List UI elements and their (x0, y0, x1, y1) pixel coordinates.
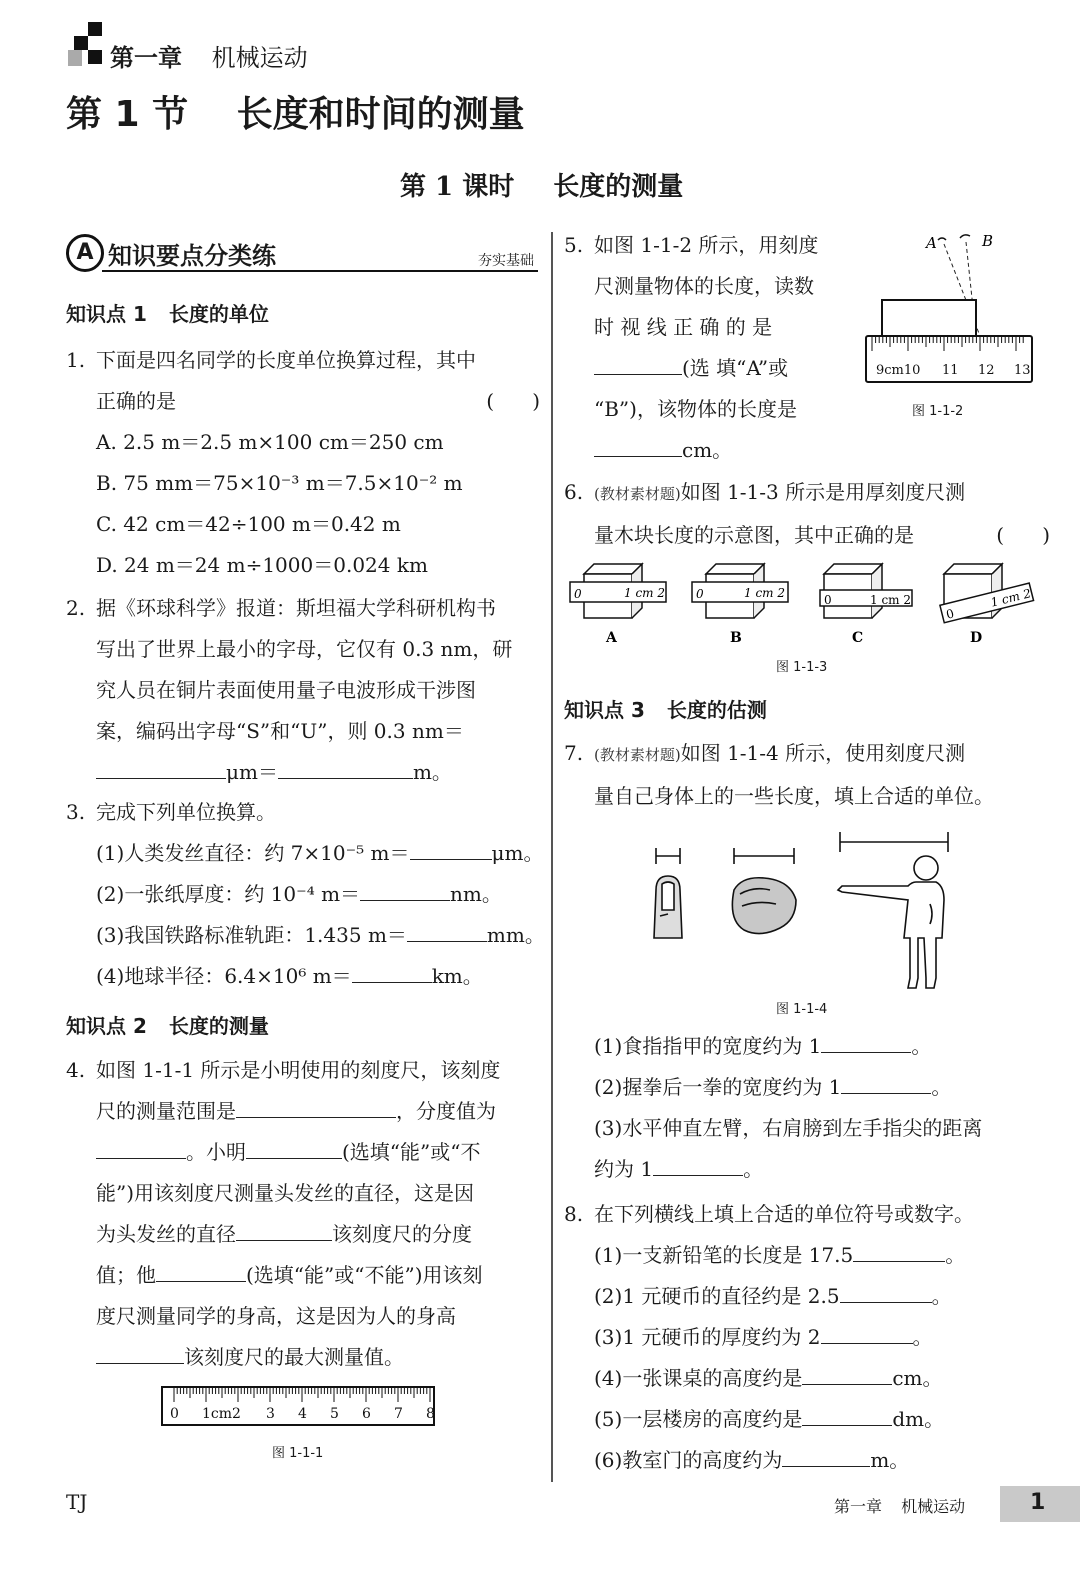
question-number: 6. (564, 480, 584, 504)
unit-text: μm＝ (226, 760, 278, 784)
ruler-zero: 0 (944, 606, 956, 622)
option-label-b: B (730, 630, 742, 646)
ruler-label: 5 (330, 1406, 339, 1422)
question-text: “B”)，该物体的长度是 (594, 397, 797, 421)
question-number: 7. (564, 741, 584, 765)
ruler-label: 3 (266, 1406, 275, 1422)
option-b: B. 75 mm＝75×10⁻³ m＝7.5×10⁻² m (96, 471, 463, 495)
section-number: 第 1 节 (66, 94, 189, 135)
answer-blank[interactable] (594, 352, 682, 375)
answer-blank[interactable] (782, 1444, 870, 1467)
part-a-badge: A (66, 234, 104, 272)
ruler-cm: 1 cm 2 (870, 593, 911, 607)
item-text: (4)一张课桌的高度约是 (594, 1366, 803, 1390)
question-number: 8. (564, 1202, 584, 1226)
option-d: D. 24 m＝24 m÷1000＝0.024 km (96, 553, 428, 577)
question-text: 如图 1-1-3 所示是用厚刻度尺测 (680, 480, 966, 504)
question-text: 写出了世界上最小的字母，它仅有 0.3 nm，研 (96, 637, 513, 661)
question-text: 度尺测量同学的身高，这是因为人的身高 (96, 1304, 456, 1328)
question-8 (564, 1194, 1054, 1481)
question-1 (66, 340, 546, 586)
knowledge-point-1 (66, 298, 269, 327)
question-text: 该刻度尺的分度 (332, 1222, 472, 1246)
answer-blank[interactable] (821, 1321, 913, 1344)
option-label-d: D (970, 630, 983, 646)
answer-blank[interactable] (840, 1280, 932, 1303)
question-text: 时 视 线 正 确 的 是 (594, 315, 773, 339)
question-6 (564, 472, 1054, 556)
question-number: 2. (66, 596, 86, 620)
answer-blank[interactable] (156, 1259, 246, 1282)
answer-blank[interactable] (278, 756, 413, 779)
chapter-name: 机械运动 (211, 44, 308, 72)
page-number-badge (1000, 1486, 1080, 1522)
item-text: (2)1 元硬币的直径约是 2.5 (594, 1284, 840, 1308)
question-2 (66, 588, 546, 793)
item-text: (1)食指指甲的宽度约为 1 (594, 1034, 822, 1058)
unit-text: km。 (431, 964, 483, 988)
view-label-a: A (926, 234, 937, 252)
answer-paren: ( ) (996, 523, 1050, 547)
unit-text: dm。 (892, 1407, 945, 1431)
punct: 。 (743, 1157, 764, 1181)
chapter-number: 第一章 (110, 44, 182, 72)
unit-text: cm。 (682, 438, 733, 462)
unit-text: nm。 (450, 882, 502, 906)
answer-blank[interactable] (246, 1136, 342, 1159)
item-text: (3)水平伸直左臂，右肩膀到左手指尖的距离 (594, 1116, 983, 1140)
option-label-c: C (852, 630, 864, 646)
ruler-figure-1-1-3 (566, 560, 1046, 650)
item-text: (3)1 元硬币的厚度约为 2 (594, 1325, 821, 1349)
ruler-label: 9cm10 (876, 363, 921, 378)
answer-blank[interactable] (853, 1239, 945, 1262)
figure-caption: 图 1-1-4 (776, 1002, 828, 1017)
answer-blank[interactable] (96, 1136, 186, 1159)
question-tag: (教材素材题) (594, 746, 681, 764)
question-text: 如图 1-1-2 所示，用刻度 (594, 233, 819, 257)
question-text: 尺测量物体的长度，读数 (594, 274, 814, 298)
question-text: 尺的测量范围是 (96, 1099, 236, 1123)
body-measure-figure-1-1-4 (630, 820, 960, 1000)
question-text: 如图 1-1-4 所示，使用刻度尺测 (680, 741, 966, 765)
kp-title: 长度的单位 (168, 302, 269, 326)
ruler-cm: 1 cm 2 (744, 586, 785, 600)
view-label-b: B (982, 232, 994, 250)
punct: 。 (912, 1325, 933, 1349)
footer-chapter-number: 第一章 (834, 1497, 883, 1516)
question-text: 案，编码出字母“S”和“U”，则 0.3 nm＝ (96, 719, 464, 743)
item-text: (6)教室门的高度约为 (594, 1448, 783, 1472)
question-number: 4. (66, 1058, 86, 1082)
question-4 (66, 1050, 546, 1378)
chapter-header (110, 38, 308, 73)
knowledge-point-3 (564, 694, 767, 723)
ruler-label: 6 (362, 1406, 371, 1422)
kp-title: 长度的估测 (666, 698, 767, 722)
block-diagram-d (940, 564, 1034, 646)
question-text: 为头发丝的直径 (96, 1222, 236, 1246)
punct: 。 (911, 1034, 932, 1058)
question-text: (选 填“A”或 (682, 356, 789, 380)
figure-caption: 图 1-1-3 (776, 660, 828, 675)
unit-text: cm。 (892, 1366, 943, 1390)
question-text: 完成下列单位换算。 (96, 800, 276, 824)
item-text: (2)一张纸厚度：约 10⁻⁴ m＝ (96, 882, 361, 906)
question-text: 下面是四名同学的长度单位换算过程，其中 (96, 348, 476, 372)
question-text: 量自己身体上的一些长度，填上合适的单位。 (594, 784, 994, 808)
question-number: 1. (66, 348, 86, 372)
lesson-name: 长度的测量 (553, 172, 684, 202)
lesson-number: 第 1 课时 (400, 172, 515, 202)
answer-blank[interactable] (236, 1218, 332, 1241)
ruler-zero: 0 (824, 593, 832, 607)
answer-blank[interactable] (236, 1095, 396, 1118)
item-text: (5)一层楼房的高度约是 (594, 1407, 803, 1431)
ruler-figure-1-1-1 (160, 1384, 440, 1430)
ruler-zero: 0 (574, 587, 582, 601)
question-number: 3. (66, 800, 86, 824)
answer-blank[interactable] (352, 960, 432, 983)
question-tag: (教材素材题) (594, 485, 681, 503)
option-c: C. 42 cm＝42÷100 m＝0.42 m (96, 512, 401, 536)
item-text: (2)握拳后一拳的宽度约为 1 (594, 1075, 842, 1099)
answer-blank[interactable] (96, 1341, 184, 1364)
punct: 。 (945, 1243, 966, 1267)
answer-blank[interactable] (407, 919, 487, 942)
ruler-label: 11 (942, 363, 959, 378)
kp-label: 知识点 1 (66, 302, 147, 326)
footer-chapter (834, 1494, 965, 1517)
question-5 (564, 225, 864, 471)
figure-caption: 图 1-1-2 (912, 404, 964, 419)
part-a-title: 知识要点分类练 (108, 242, 276, 270)
ruler-label: 1cm2 (202, 1406, 241, 1422)
question-text: 据《环球科学》报道：斯坦福大学科研机构书 (96, 596, 496, 620)
kp-label: 知识点 3 (564, 698, 645, 722)
block-diagram-c (820, 564, 912, 646)
unit-text: m。 (412, 760, 452, 784)
ruler-label: 8 (426, 1406, 435, 1422)
punct: 。 (931, 1284, 952, 1308)
item-text: (1)一支新铅笔的长度是 17.5 (594, 1243, 854, 1267)
column-divider (551, 232, 553, 1482)
question-number: 5. (564, 233, 584, 257)
question-7-items (564, 1026, 1054, 1190)
question-text: 值；他 (96, 1263, 156, 1287)
unit-text: mm。 (486, 923, 545, 947)
question-text: 能”)用该刻度尺测量头发丝的直径，这是因 (96, 1181, 475, 1205)
ruler-cm: 1 cm 2 (624, 586, 665, 600)
item-text: (4)地球半径：6.4×10⁶ m＝ (96, 964, 352, 988)
ruler-label: 12 (978, 363, 995, 378)
part-a-underline (102, 270, 538, 272)
ruler-label: 13 (1014, 363, 1031, 378)
answer-paren: ( ) (486, 389, 540, 413)
answer-blank[interactable] (653, 1153, 743, 1176)
ruler-zero: 0 (696, 587, 704, 601)
ruler-cm: 1 cm 2 (989, 586, 1033, 610)
section-title (66, 86, 525, 137)
ruler-label: 4 (298, 1406, 307, 1422)
page-number: 1 (1030, 1490, 1046, 1515)
ruler-label: 0 (170, 1406, 179, 1422)
item-text: 约为 1 (594, 1157, 654, 1181)
question-text: ，分度值为 (396, 1099, 496, 1123)
figure-caption: 图 1-1-1 (272, 1446, 324, 1461)
answer-blank[interactable] (360, 878, 450, 901)
chapter-mark-icon (68, 22, 108, 72)
part-a-subtitle: 夯实基础 (478, 253, 534, 269)
option-a: A. 2.5 m＝2.5 m×100 cm＝250 cm (96, 430, 444, 454)
unit-text: m。 (870, 1448, 910, 1472)
question-text: (选填“能”或“不能”)用该刻 (246, 1263, 483, 1287)
question-text: 如图 1-1-1 所示是小明使用的刻度尺，该刻度 (96, 1058, 501, 1082)
kp-title: 长度的测量 (168, 1014, 269, 1038)
section-name: 长度和时间的测量 (236, 94, 525, 135)
lesson-title (400, 166, 683, 203)
punct: 。 (931, 1075, 952, 1099)
block-diagram-a (570, 564, 666, 646)
kp-label: 知识点 2 (66, 1014, 147, 1038)
option-label-a: A (606, 630, 617, 646)
block-diagram-b (692, 564, 788, 646)
answer-blank[interactable] (410, 837, 492, 860)
answer-blank[interactable] (821, 1030, 911, 1053)
part-a-banner (66, 232, 540, 276)
knowledge-point-2 (66, 1010, 269, 1039)
question-text: (选填“能”或“不 (342, 1140, 481, 1164)
question-text: 。小明 (186, 1140, 246, 1164)
ruler-figure-1-1-2 (862, 230, 1038, 390)
item-text: (1)人类发丝直径：约 7×10⁻⁵ m＝ (96, 841, 410, 865)
question-text: 在下列横线上填上合适的单位符号或数字。 (594, 1202, 974, 1226)
ruler-label: 7 (394, 1406, 403, 1422)
answer-blank[interactable] (841, 1071, 931, 1094)
item-text: (3)我国铁路标准轨距：1.435 m＝ (96, 923, 407, 947)
answer-blank[interactable] (96, 756, 226, 779)
question-text: 正确的是 (96, 389, 176, 413)
question-text: 量木块长度的示意图，其中正确的是 (594, 523, 914, 547)
question-7 (564, 733, 1054, 817)
question-3 (66, 792, 546, 997)
unit-text: μm。 (491, 841, 544, 865)
footer-left: TJ (66, 1490, 88, 1514)
question-text: 究人员在铜片表面使用量子电波形成干涉图 (96, 678, 476, 702)
question-text: 该刻度尺的最大测量值。 (184, 1345, 404, 1369)
answer-blank[interactable] (802, 1403, 892, 1426)
answer-blank[interactable] (802, 1362, 892, 1385)
answer-blank[interactable] (594, 434, 682, 457)
footer-chapter-name: 机械运动 (901, 1497, 966, 1516)
